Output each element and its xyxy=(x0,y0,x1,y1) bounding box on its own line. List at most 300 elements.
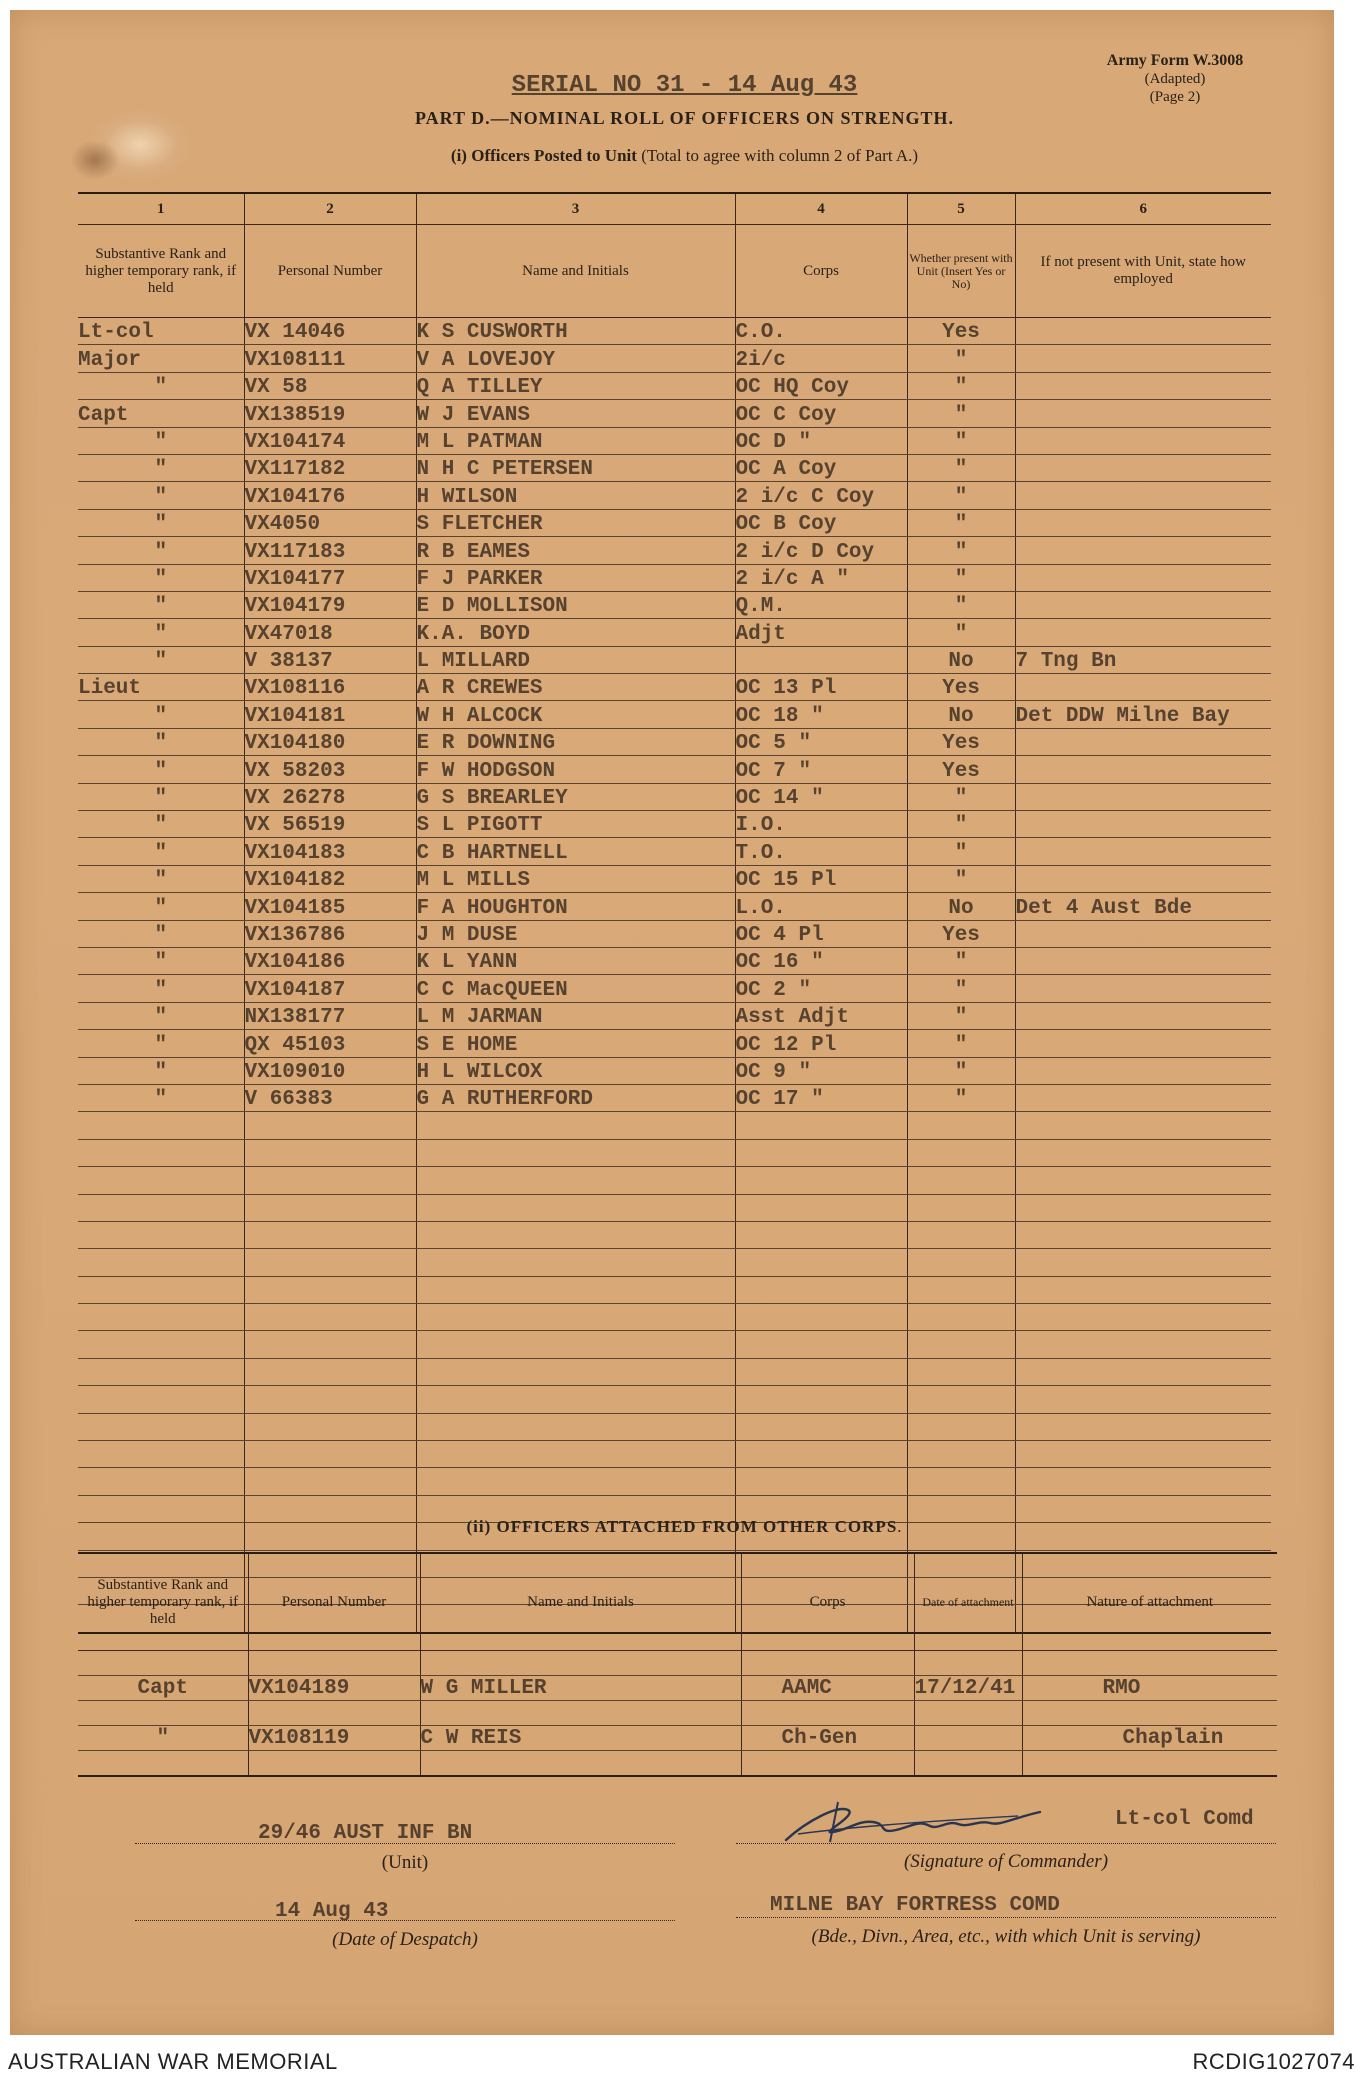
unit-value: 29/46 AUST INF BN xyxy=(258,1822,473,1845)
despatch-caption: (Date of Despatch) xyxy=(332,1929,478,1950)
rank-cell: " xyxy=(78,1030,244,1057)
rank-cell: " xyxy=(78,372,244,399)
name-cell: S E HOME xyxy=(416,1030,735,1057)
blank-cell xyxy=(735,1441,907,1468)
blank-cell xyxy=(735,1358,907,1385)
blank-row xyxy=(78,1358,1271,1385)
officers-posted-body xyxy=(78,318,1271,1633)
corps-cell: OC 18 " xyxy=(735,701,907,728)
employment-cell xyxy=(1015,482,1271,509)
name-cell: W J EVANS xyxy=(416,400,735,427)
rank-cell: " xyxy=(78,1057,244,1084)
blank-cell xyxy=(416,1331,735,1358)
present-cell: " xyxy=(907,619,1015,646)
blank-cell xyxy=(1015,1276,1271,1303)
employment-cell xyxy=(1015,947,1271,974)
name-cell: R B EAMES xyxy=(416,537,735,564)
employment-cell xyxy=(1015,345,1271,372)
section-i-heading xyxy=(0,146,1369,166)
personal-number-cell: QX 45103 xyxy=(244,1030,416,1057)
present-cell: " xyxy=(907,1002,1015,1029)
name-cell: C B HARTNELL xyxy=(416,838,735,865)
employment-cell xyxy=(1015,1002,1271,1029)
name-cell: W H ALCOCK xyxy=(416,701,735,728)
name-cell: F J PARKER xyxy=(416,564,735,591)
blank-cell xyxy=(907,1441,1015,1468)
corps-cell: OC 13 Pl xyxy=(735,674,907,701)
personal-number-cell: VX104182 xyxy=(244,865,416,892)
corps-cell: Ch-Gen xyxy=(741,1726,914,1751)
blank-cell xyxy=(735,1221,907,1248)
corps-cell: L.O. xyxy=(735,893,907,920)
nature-cell: RMO xyxy=(1022,1676,1277,1701)
column-number: 5 xyxy=(907,193,1015,225)
archive-id: RCDIG1027074 xyxy=(1192,2049,1355,2074)
present-cell: Yes xyxy=(907,674,1015,701)
corps-cell: OC 12 Pl xyxy=(735,1030,907,1057)
rank-cell: " xyxy=(78,947,244,974)
present-cell: Yes xyxy=(907,920,1015,947)
blank-cell xyxy=(1015,1304,1271,1331)
officer-row xyxy=(78,893,1271,920)
officer-row xyxy=(78,537,1271,564)
blank-cell xyxy=(907,1386,1015,1413)
name-cell: H L WILCOX xyxy=(416,1057,735,1084)
personal-number-cell: V 38137 xyxy=(244,646,416,673)
name-cell xyxy=(420,1651,741,1676)
blank-cell xyxy=(1015,1112,1271,1139)
corps-cell: OC 17 " xyxy=(735,1084,907,1111)
corps-cell: OC 14 " xyxy=(735,783,907,810)
employment-cell xyxy=(1015,1057,1271,1084)
personal-number-cell: VX138519 xyxy=(244,400,416,427)
officer-row xyxy=(78,372,1271,399)
personal-number-cell: NX138177 xyxy=(244,1002,416,1029)
rank-cell: " xyxy=(78,564,244,591)
blank-cell xyxy=(735,1468,907,1495)
blank-cell xyxy=(244,1358,416,1385)
corps-cell: C.O. xyxy=(735,318,907,345)
attached-row xyxy=(78,1701,1277,1726)
personal-number-cell: VX 14046 xyxy=(244,318,416,345)
officer-row xyxy=(78,674,1271,701)
employment-cell xyxy=(1015,564,1271,591)
rank-cell xyxy=(78,1651,248,1676)
rank-cell: " xyxy=(78,756,244,783)
despatch-date-value: 14 Aug 43 xyxy=(275,1900,389,1923)
name-cell: M L MILLS xyxy=(416,865,735,892)
rank-cell: " xyxy=(78,591,244,618)
header-rank: Substantive Rank and higher temporary rank, if held xyxy=(78,1553,248,1651)
present-cell: " xyxy=(907,427,1015,454)
officer-row xyxy=(78,482,1271,509)
blank-cell xyxy=(907,1167,1015,1194)
officer-row xyxy=(78,427,1271,454)
blank-cell xyxy=(907,1249,1015,1276)
present-cell: " xyxy=(907,509,1015,536)
blank-cell xyxy=(244,1304,416,1331)
name-cell: E R DOWNING xyxy=(416,728,735,755)
rank-cell: " xyxy=(78,646,244,673)
blank-cell xyxy=(1015,1194,1271,1221)
present-cell: Yes xyxy=(907,756,1015,783)
name-cell: K.A. BOYD xyxy=(416,619,735,646)
name-cell: F W HODGSON xyxy=(416,756,735,783)
employment-cell xyxy=(1015,783,1271,810)
rank-cell: " xyxy=(78,427,244,454)
corps-cell: Q.M. xyxy=(735,591,907,618)
blank-cell xyxy=(735,1194,907,1221)
name-cell: H WILSON xyxy=(416,482,735,509)
blank-cell xyxy=(907,1413,1015,1440)
serial-number: SERIAL NO 31 - 14 Aug 43 xyxy=(511,72,858,99)
personal-number-cell: VX136786 xyxy=(244,920,416,947)
blank-cell xyxy=(244,1167,416,1194)
rank-cell: " xyxy=(78,701,244,728)
rank-cell: Lt-col xyxy=(78,318,244,345)
army-form-number: Army Form W.3008 xyxy=(1106,52,1244,69)
corps-cell: OC 7 " xyxy=(735,756,907,783)
blank-cell xyxy=(78,1468,244,1495)
blank-cell xyxy=(244,1468,416,1495)
date-cell xyxy=(914,1726,1022,1751)
personal-number-cell: VX108119 xyxy=(248,1726,420,1751)
personal-number-cell: VX47018 xyxy=(244,619,416,646)
blank-cell xyxy=(1015,1358,1271,1385)
section-i-title: (i) Officers Posted to Unit xyxy=(450,146,637,165)
despatch-line xyxy=(135,1920,675,1921)
attached-row xyxy=(78,1726,1277,1751)
attached-row xyxy=(78,1751,1277,1777)
blank-cell xyxy=(244,1112,416,1139)
blank-cell xyxy=(416,1441,735,1468)
signature-caption: (Signature of Commander) xyxy=(903,1851,1109,1872)
personal-number-cell: VX104174 xyxy=(244,427,416,454)
personal-number-cell: VX104179 xyxy=(244,591,416,618)
corps-cell: T.O. xyxy=(735,838,907,865)
blank-cell xyxy=(735,1386,907,1413)
nature-cell xyxy=(1022,1701,1277,1726)
blank-cell xyxy=(78,1139,244,1166)
name-cell: S L PIGOTT xyxy=(416,811,735,838)
blank-cell xyxy=(735,1331,907,1358)
employment-cell xyxy=(1015,1084,1271,1111)
present-cell: " xyxy=(907,482,1015,509)
corps-cell: I.O. xyxy=(735,811,907,838)
blank-cell xyxy=(416,1249,735,1276)
blank-cell xyxy=(1015,1221,1271,1248)
date-cell: 17/12/41 xyxy=(914,1676,1022,1701)
blank-cell xyxy=(907,1194,1015,1221)
blank-cell xyxy=(78,1276,244,1303)
blank-cell xyxy=(735,1167,907,1194)
blank-row xyxy=(78,1304,1271,1331)
corps-cell: OC 4 Pl xyxy=(735,920,907,947)
present-cell: " xyxy=(907,975,1015,1002)
corps-cell: 2i/c xyxy=(735,345,907,372)
employment-cell xyxy=(1015,920,1271,947)
blank-cell xyxy=(907,1468,1015,1495)
blank-cell xyxy=(78,1358,244,1385)
nature-cell: Chaplain xyxy=(1022,1726,1277,1751)
rank-cell: Capt xyxy=(78,400,244,427)
blank-cell xyxy=(907,1139,1015,1166)
officer-row xyxy=(78,318,1271,345)
blank-cell xyxy=(244,1331,416,1358)
blank-row xyxy=(78,1386,1271,1413)
officer-row xyxy=(78,1030,1271,1057)
corps-cell: OC A Coy xyxy=(735,454,907,481)
corps-cell: OC 15 Pl xyxy=(735,865,907,892)
blank-cell xyxy=(416,1167,735,1194)
rank-cell: " xyxy=(78,811,244,838)
personal-number-cell: VX108111 xyxy=(244,345,416,372)
blank-cell xyxy=(78,1221,244,1248)
signature-title: Lt-col Comd xyxy=(1115,1808,1254,1831)
blank-cell xyxy=(416,1304,735,1331)
employment-cell xyxy=(1015,811,1271,838)
nature-cell xyxy=(1022,1651,1277,1676)
blank-cell xyxy=(244,1249,416,1276)
corps-cell: OC 16 " xyxy=(735,947,907,974)
date-cell xyxy=(914,1751,1022,1777)
present-cell: No xyxy=(907,646,1015,673)
header-personal-number: Personal Number xyxy=(244,225,416,318)
formation-line xyxy=(736,1917,1276,1918)
header-present: Whether present with Unit (Insert Yes or No) xyxy=(907,225,1015,318)
employment-cell xyxy=(1015,454,1271,481)
name-cell xyxy=(420,1701,741,1726)
employment-cell xyxy=(1015,400,1271,427)
blank-cell xyxy=(78,1413,244,1440)
blank-cell xyxy=(244,1413,416,1440)
present-cell: " xyxy=(907,400,1015,427)
section-ii-title: (ii) OFFICERS ATTACHED FROM OTHER CORPS. xyxy=(466,1517,903,1536)
blank-cell xyxy=(1015,1386,1271,1413)
blank-cell xyxy=(735,1249,907,1276)
rank-cell: " xyxy=(78,1084,244,1111)
employment-cell xyxy=(1015,756,1271,783)
blank-cell xyxy=(244,1221,416,1248)
section-i-note: (Total to agree with column 2 of Part A.) xyxy=(641,146,919,165)
name-cell: K L YANN xyxy=(416,947,735,974)
rank-cell: " xyxy=(78,1726,248,1751)
present-cell: " xyxy=(907,947,1015,974)
corps-cell: OC HQ Coy xyxy=(735,372,907,399)
personal-number-cell: VX117183 xyxy=(244,537,416,564)
nature-cell xyxy=(1022,1751,1277,1777)
rank-cell: " xyxy=(78,1002,244,1029)
name-cell: C C MacQUEEN xyxy=(416,975,735,1002)
officer-row xyxy=(78,345,1271,372)
blank-cell xyxy=(735,1112,907,1139)
personal-number-cell: VX104176 xyxy=(244,482,416,509)
name-cell: L MILLARD xyxy=(416,646,735,673)
blank-cell xyxy=(1015,1249,1271,1276)
employment-cell xyxy=(1015,372,1271,399)
name-cell: G S BREARLEY xyxy=(416,783,735,810)
army-form-adapted: (Adapted) xyxy=(1144,71,1206,87)
rank-cell xyxy=(78,1751,248,1777)
rank-cell: " xyxy=(78,537,244,564)
present-cell: " xyxy=(907,865,1015,892)
present-cell: " xyxy=(907,345,1015,372)
personal-number-cell: VX104183 xyxy=(244,838,416,865)
employment-cell xyxy=(1015,728,1271,755)
officer-row xyxy=(78,947,1271,974)
rank-cell: " xyxy=(78,893,244,920)
officer-row xyxy=(78,838,1271,865)
personal-number-cell: VX117182 xyxy=(244,454,416,481)
corps-cell xyxy=(741,1701,914,1726)
employment-cell: 7 Tng Bn xyxy=(1015,646,1271,673)
blank-cell xyxy=(78,1331,244,1358)
corps-cell: Adjt xyxy=(735,619,907,646)
present-cell: " xyxy=(907,537,1015,564)
present-cell: " xyxy=(907,372,1015,399)
blank-cell xyxy=(907,1221,1015,1248)
corps-cell: OC C Coy xyxy=(735,400,907,427)
personal-number-cell: V 66383 xyxy=(244,1084,416,1111)
present-cell: " xyxy=(907,838,1015,865)
personal-number-cell xyxy=(248,1701,420,1726)
personal-number-cell: VX 58203 xyxy=(244,756,416,783)
blank-cell xyxy=(78,1304,244,1331)
blank-row xyxy=(78,1167,1271,1194)
header-rank: Substantive Rank and higher temporary rank, if held xyxy=(78,225,244,318)
officer-row xyxy=(78,1002,1271,1029)
blank-cell xyxy=(416,1139,735,1166)
blank-cell xyxy=(735,1413,907,1440)
personal-number-cell: VX104185 xyxy=(244,893,416,920)
rank-cell: Major xyxy=(78,345,244,372)
employment-cell: Det DDW Milne Bay xyxy=(1015,701,1271,728)
employment-cell xyxy=(1015,591,1271,618)
rank-cell: " xyxy=(78,975,244,1002)
blank-row xyxy=(78,1139,1271,1166)
present-cell: Yes xyxy=(907,318,1015,345)
blank-cell xyxy=(1015,1468,1271,1495)
present-cell: " xyxy=(907,591,1015,618)
name-cell: L M JARMAN xyxy=(416,1002,735,1029)
name-cell: J M DUSE xyxy=(416,920,735,947)
present-cell: Yes xyxy=(907,728,1015,755)
rank-cell: Lieut xyxy=(78,674,244,701)
name-cell: E D MOLLISON xyxy=(416,591,735,618)
officers-attached-table xyxy=(78,1552,1277,1777)
rank-cell: " xyxy=(78,783,244,810)
present-cell: " xyxy=(907,1030,1015,1057)
name-cell: N H C PETERSEN xyxy=(416,454,735,481)
column-number-row xyxy=(78,193,1271,225)
header-personal-number: Personal Number xyxy=(248,1553,420,1651)
employment-cell xyxy=(1015,318,1271,345)
rank-cell: " xyxy=(78,865,244,892)
name-cell xyxy=(420,1751,741,1777)
unit-line xyxy=(135,1843,675,1844)
rank-cell: " xyxy=(78,509,244,536)
corps-cell: AAMC xyxy=(741,1676,914,1701)
blank-cell xyxy=(416,1221,735,1248)
name-cell: S FLETCHER xyxy=(416,509,735,536)
name-cell: V A LOVEJOY xyxy=(416,345,735,372)
blank-row xyxy=(78,1249,1271,1276)
signature-line xyxy=(736,1843,1276,1844)
officer-row xyxy=(78,975,1271,1002)
officer-row xyxy=(78,646,1271,673)
corps-cell: OC B Coy xyxy=(735,509,907,536)
attached-row xyxy=(78,1676,1277,1701)
blank-cell xyxy=(416,1468,735,1495)
personal-number-cell: VX104180 xyxy=(244,728,416,755)
officer-row xyxy=(78,1084,1271,1111)
header-corps: Corps xyxy=(741,1553,914,1651)
blank-row xyxy=(78,1194,1271,1221)
blank-cell xyxy=(907,1304,1015,1331)
personal-number-cell: VX 56519 xyxy=(244,811,416,838)
header-employment: If not present with Unit, state how employed xyxy=(1015,225,1271,318)
corps-cell xyxy=(741,1651,914,1676)
attached-row xyxy=(78,1651,1277,1676)
blank-cell xyxy=(907,1358,1015,1385)
blank-cell xyxy=(1015,1167,1271,1194)
rank-cell: " xyxy=(78,838,244,865)
officer-row xyxy=(78,1057,1271,1084)
blank-cell xyxy=(1015,1413,1271,1440)
blank-cell xyxy=(416,1386,735,1413)
part-title: PART D.—NOMINAL ROLL OF OFFICERS ON STRENGTH. xyxy=(414,108,955,128)
rank-cell: " xyxy=(78,454,244,481)
corps-cell: OC D " xyxy=(735,427,907,454)
blank-row xyxy=(78,1441,1271,1468)
personal-number-cell: VX104177 xyxy=(244,564,416,591)
blank-cell xyxy=(1015,1331,1271,1358)
corps-cell: OC 9 " xyxy=(735,1057,907,1084)
name-cell: W G MILLER xyxy=(420,1676,741,1701)
column-header-row xyxy=(78,1553,1277,1651)
blank-row xyxy=(78,1331,1271,1358)
employment-cell xyxy=(1015,838,1271,865)
employment-cell xyxy=(1015,865,1271,892)
blank-row xyxy=(78,1276,1271,1303)
officer-row xyxy=(78,454,1271,481)
rank-cell: Capt xyxy=(78,1676,248,1701)
unit-caption: (Unit) xyxy=(381,1852,429,1873)
blank-cell xyxy=(735,1276,907,1303)
blank-cell xyxy=(78,1249,244,1276)
date-cell xyxy=(914,1651,1022,1676)
employment-cell xyxy=(1015,674,1271,701)
date-cell xyxy=(914,1701,1022,1726)
present-cell: " xyxy=(907,1084,1015,1111)
personal-number-cell: VX104187 xyxy=(244,975,416,1002)
employment-cell xyxy=(1015,1030,1271,1057)
blank-cell xyxy=(78,1386,244,1413)
officer-row xyxy=(78,400,1271,427)
officer-row xyxy=(78,756,1271,783)
name-cell: F A HOUGHTON xyxy=(416,893,735,920)
blank-row xyxy=(78,1468,1271,1495)
present-cell: No xyxy=(907,893,1015,920)
personal-number-cell: VX104189 xyxy=(248,1676,420,1701)
blank-cell xyxy=(78,1194,244,1221)
present-cell: " xyxy=(907,783,1015,810)
officer-row xyxy=(78,701,1271,728)
name-cell: A R CREWES xyxy=(416,674,735,701)
header-corps: Corps xyxy=(735,225,907,318)
column-number: 4 xyxy=(735,193,907,225)
present-cell: " xyxy=(907,811,1015,838)
